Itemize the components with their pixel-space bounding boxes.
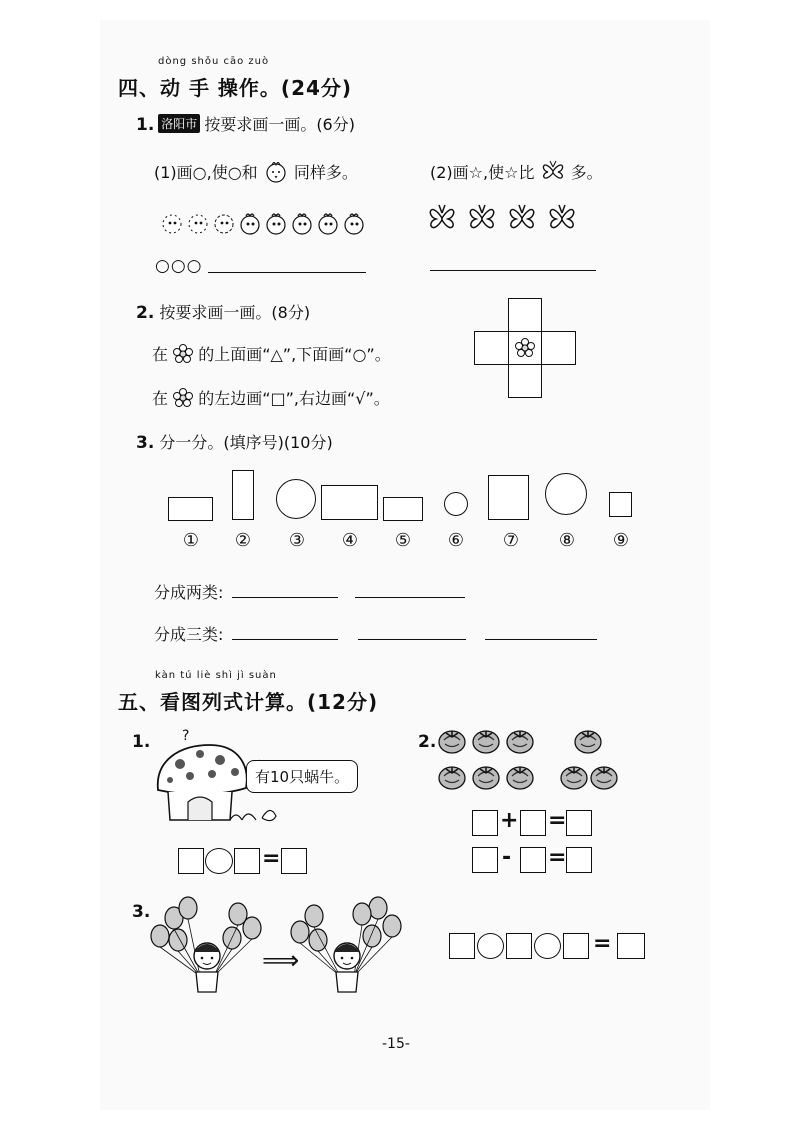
- q1-part1-prompt: [154, 158, 358, 184]
- shape-label-9: ⑨: [612, 530, 630, 551]
- grid-cell-left[interactable]: [474, 331, 509, 365]
- p2-sub-box-3[interactable]: [566, 847, 592, 873]
- q1-text: 按要求画一画。(6分): [204, 115, 355, 134]
- p2-add-box-1[interactable]: [472, 810, 498, 836]
- three-kinds-label: 分成三类:: [154, 625, 224, 644]
- answer-line-circles[interactable]: [208, 272, 366, 273]
- speech-bubble: 有10只蜗牛。: [246, 760, 358, 793]
- p3-answer-box-4[interactable]: [617, 933, 645, 959]
- shape-label-4: ④: [341, 530, 359, 551]
- q3-text: 分一分。(填序号)(10分): [159, 433, 333, 452]
- shape-3-circle: [276, 479, 316, 519]
- p2-sub-box-1[interactable]: [472, 847, 498, 873]
- p3-answer-box-1[interactable]: [449, 933, 475, 959]
- two-kinds-label: 分成两类:: [154, 583, 224, 602]
- p1-answer-box-3[interactable]: [281, 848, 307, 874]
- p3-answer-box-3[interactable]: [563, 933, 589, 959]
- shape-7-square: [488, 475, 529, 520]
- p1-equals: =: [262, 846, 281, 871]
- shape-4-rectangle: [321, 485, 378, 520]
- q1-part2-text-a: (2)画☆,使☆比: [430, 163, 535, 182]
- tomato-group: [436, 722, 616, 802]
- shape-label-8: ⑧: [558, 530, 576, 551]
- q3-heading: [136, 430, 333, 453]
- p2-sub-box-2[interactable]: [520, 847, 546, 873]
- grid-cell-center: [508, 331, 542, 365]
- q2-line1-text-b: 的上面画“△”,下面画“○”。: [198, 345, 391, 364]
- p2-equals-1: =: [548, 808, 567, 833]
- q2-number: 2.: [136, 303, 155, 323]
- p3-answer-box-2[interactable]: [506, 933, 532, 959]
- q2-line2-text-b: 的左边画“□”,右边画“√”。: [198, 389, 390, 408]
- shape-6-small-circle: [444, 492, 468, 516]
- q1-part2-prompt: [430, 158, 603, 184]
- p2-plus: +: [500, 808, 519, 833]
- shape-5-rectangle: [383, 497, 423, 521]
- flower-icon: [173, 344, 193, 364]
- p3-number: 3.: [132, 902, 151, 922]
- p2-number: 2.: [418, 732, 437, 752]
- q1-number: 1.: [136, 115, 155, 135]
- grid-cell-top[interactable]: [508, 298, 542, 332]
- chick-icon: [163, 215, 181, 233]
- butterfly-icon: [540, 158, 566, 184]
- p3-operator-circle-2[interactable]: [534, 933, 561, 959]
- section5-title: 五、看图列式计算。(12分): [118, 690, 379, 714]
- shape-label-2: ②: [234, 530, 252, 551]
- q2-text: 按要求画一画。(8分): [159, 303, 311, 322]
- given-circles: ○○○: [155, 256, 203, 276]
- shape-label-7: ⑦: [502, 530, 520, 551]
- shape-1-rectangle: [168, 497, 213, 521]
- chick-row: [160, 204, 370, 244]
- three-kinds-answer-1[interactable]: [232, 639, 338, 640]
- shape-label-3: ③: [288, 530, 306, 551]
- right-arrow-icon: ⟹: [262, 946, 300, 976]
- section4-title: 四、动 手 操作。(24分): [118, 76, 353, 100]
- p2-equals-2: =: [548, 845, 567, 870]
- shape-8-circle: [545, 473, 587, 515]
- shape-label-6: ⑥: [447, 530, 465, 551]
- shape-9-small-square: [609, 492, 632, 517]
- q3-number: 3.: [136, 433, 155, 453]
- section5-pinyin: kàn tú liè shì jì suàn: [155, 670, 277, 681]
- shape-label-5: ⑤: [394, 530, 412, 551]
- butterfly-row: [426, 198, 586, 238]
- q2-line1-text-a: 在: [152, 345, 169, 364]
- region-badge: 洛阳市: [158, 114, 200, 133]
- shape-label-1: ①: [182, 530, 200, 551]
- shape-2-tall-rectangle: [232, 470, 254, 520]
- p1-answer-box-2[interactable]: [234, 848, 260, 874]
- two-kinds-answer-2[interactable]: [355, 597, 465, 598]
- p1-operator-circle[interactable]: [205, 848, 233, 874]
- grid-cell-bottom[interactable]: [508, 364, 542, 398]
- q2-line2-text-a: 在: [152, 389, 169, 408]
- boy-with-balloons-icon: [148, 896, 268, 996]
- q2-heading: [136, 300, 310, 323]
- chick-icon: [263, 158, 289, 184]
- q2-line2: [152, 386, 390, 409]
- p1-answer-box-1[interactable]: [178, 848, 204, 874]
- two-kinds-answer-1[interactable]: [232, 597, 338, 598]
- answer-line-stars[interactable]: [430, 270, 596, 271]
- grid-cell-right[interactable]: [541, 331, 576, 365]
- section4-pinyin: dòng shǒu cāo zuò: [158, 56, 270, 67]
- q1-heading: [136, 112, 355, 135]
- p2-add-box-2[interactable]: [520, 810, 546, 836]
- flower-icon: [173, 388, 193, 408]
- three-kinds-answer-2[interactable]: [358, 639, 466, 640]
- q2-line1: [152, 342, 391, 365]
- question-mark: ?: [182, 728, 190, 744]
- boy-with-balloons-icon: [288, 896, 408, 996]
- q1-part2-text-b: 多。: [570, 163, 603, 182]
- three-kinds-answer-3[interactable]: [485, 639, 597, 640]
- p2-minus: -: [502, 845, 512, 870]
- p2-add-box-3[interactable]: [566, 810, 592, 836]
- q1-part1-text-b: 同样多。: [293, 163, 358, 182]
- page-number: -15-: [382, 1036, 410, 1052]
- p3-equals: =: [593, 931, 612, 956]
- p3-operator-circle-1[interactable]: [477, 933, 504, 959]
- p1-number: 1.: [132, 732, 151, 752]
- flower-icon: [515, 338, 535, 358]
- q1-part1-text-a: (1)画○,使○和: [154, 163, 258, 182]
